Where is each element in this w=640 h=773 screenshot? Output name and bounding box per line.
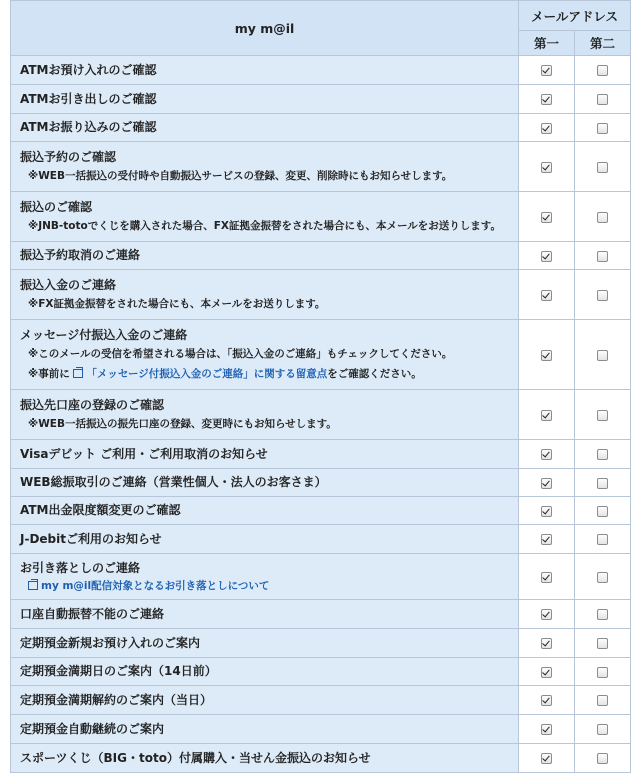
first-address-checkbox[interactable] — [541, 572, 552, 583]
first-address-checkbox[interactable] — [541, 638, 552, 649]
notification-label: お引き落としのご連絡 — [20, 561, 141, 576]
table-row — [11, 390, 631, 440]
notification-label: ATMお振り込みのご確認 — [20, 120, 157, 135]
notification-note: ※JNB-totoでくじを購入された場合、FX証拠金振替をされた場合にも、本メールをお送りします。 — [28, 219, 501, 232]
table-title: my m@il — [11, 1, 519, 56]
second-address-checkbox[interactable] — [597, 506, 608, 517]
first-address-checkbox[interactable] — [541, 609, 552, 620]
notification-label: スポーツくじ（BIG・toto）付属購入・当せん金振込のお知らせ — [20, 750, 371, 765]
second-address-checkbox[interactable] — [597, 251, 608, 262]
first-address-checkbox[interactable] — [541, 478, 552, 489]
message-transfer-notes-link[interactable]: 「メッセージ付振込入金のご連絡」に関する留意点 — [86, 367, 328, 380]
notification-label: Visaデビット ご利用・ご利用取消のお知らせ — [20, 446, 268, 461]
first-address-checkbox[interactable] — [541, 724, 552, 735]
notification-label: ATMお預け入れのご確認 — [20, 62, 157, 77]
second-address-checkbox[interactable] — [597, 449, 608, 460]
second-address-checkbox[interactable] — [597, 212, 608, 223]
table-row — [11, 554, 631, 600]
second-address-checkbox[interactable] — [597, 410, 608, 421]
notification-note: ※WEB一括振込の振先口座の登録、変更時にもお知らせします。 — [28, 417, 337, 430]
second-address-checkbox[interactable] — [597, 572, 608, 583]
first-address-checkbox[interactable] — [541, 350, 552, 361]
second-address-checkbox[interactable] — [597, 724, 608, 735]
second-address-checkbox[interactable] — [597, 695, 608, 706]
second-address-checkbox[interactable] — [597, 478, 608, 489]
table-row — [11, 320, 631, 390]
email-address-header: メールアドレス — [519, 1, 631, 31]
notification-note: ※WEB一括振込の受付時や自動振込サービスの登録、変更、削除時にもお知らせします。 — [28, 169, 453, 182]
second-address-checkbox[interactable] — [597, 609, 608, 620]
second-address-checkbox[interactable] — [597, 94, 608, 105]
notification-note: ※このメールの受信を希望される場合は、「振込入金のご連絡」もチェックしてください。 — [28, 347, 453, 360]
second-address-header: 第二 — [575, 31, 631, 56]
table-row — [11, 600, 631, 629]
notification-label: 口座自動振替不能のご連絡 — [20, 606, 165, 621]
table-row — [11, 629, 631, 658]
second-address-checkbox[interactable] — [597, 350, 608, 361]
notification-label: ATMお引き出しのご確認 — [20, 91, 157, 106]
notification-note-2 — [20, 366, 509, 383]
first-address-checkbox[interactable] — [541, 123, 552, 134]
second-address-checkbox[interactable] — [597, 65, 608, 76]
table-row — [11, 686, 631, 715]
first-address-checkbox[interactable] — [541, 162, 552, 173]
second-address-checkbox[interactable] — [597, 667, 608, 678]
notification-label: 振込のご確認 — [20, 199, 93, 214]
first-address-checkbox[interactable] — [541, 212, 552, 223]
first-address-checkbox[interactable] — [541, 449, 552, 460]
notification-label: J-Debitご利用のお知らせ — [20, 531, 162, 546]
table-row — [11, 469, 631, 497]
first-address-checkbox[interactable] — [541, 506, 552, 517]
second-address-checkbox[interactable] — [597, 534, 608, 545]
notification-label: ATM出金限度額変更のご確認 — [20, 503, 181, 518]
second-address-checkbox[interactable] — [597, 123, 608, 134]
first-address-checkbox[interactable] — [541, 753, 552, 764]
table-row — [11, 715, 631, 744]
notification-label: 振込入金のご連絡 — [20, 277, 117, 292]
notification-label: メッセージ付振込入金のご連絡 — [20, 327, 188, 342]
table-row — [11, 525, 631, 554]
table-row — [11, 56, 631, 85]
first-address-checkbox[interactable] — [541, 534, 552, 545]
first-address-header: 第一 — [519, 31, 575, 56]
second-address-checkbox[interactable] — [597, 638, 608, 649]
first-address-checkbox[interactable] — [541, 695, 552, 706]
table-row — [11, 242, 631, 270]
mail-settings-table — [10, 0, 631, 773]
notification-label: 定期預金満期日のご案内（14日前） — [20, 664, 217, 679]
table-row — [11, 440, 631, 469]
second-address-checkbox[interactable] — [597, 162, 608, 173]
external-window-icon — [73, 369, 83, 378]
notification-label: 振込予約取消のご連絡 — [20, 248, 141, 263]
second-address-checkbox[interactable] — [597, 290, 608, 301]
first-address-checkbox[interactable] — [541, 65, 552, 76]
first-address-checkbox[interactable] — [541, 290, 552, 301]
first-address-checkbox[interactable] — [541, 667, 552, 678]
first-address-checkbox[interactable] — [541, 251, 552, 262]
table-row — [11, 270, 631, 320]
first-address-checkbox[interactable] — [541, 410, 552, 421]
table-row — [11, 744, 631, 773]
table-row — [11, 142, 631, 192]
notification-label: 振込先口座の登録のご確認 — [20, 397, 165, 412]
notification-link-line — [20, 579, 509, 593]
notification-label: 振込予約のご確認 — [20, 149, 117, 164]
withdrawal-target-link[interactable]: my m@il配信対象となるお引き落としについて — [41, 579, 270, 592]
notification-note: ※FX証拠金振替をされた場合にも、本メールをお送りします。 — [28, 297, 326, 310]
first-address-checkbox[interactable] — [541, 94, 552, 105]
notification-label: 定期預金新規お預け入れのご案内 — [20, 635, 201, 650]
notification-label: WEB総振取引のご連絡（営業性個人・法人のお客さま） — [20, 475, 327, 490]
note-suffix: をご確認ください。 — [327, 367, 422, 380]
external-window-icon — [28, 581, 38, 590]
note-prefix: ※事前に — [28, 367, 70, 380]
notification-label: 定期預金満期解約のご案内（当日） — [20, 692, 213, 707]
table-row — [11, 114, 631, 142]
table-row — [11, 192, 631, 242]
table-row — [11, 85, 631, 114]
second-address-checkbox[interactable] — [597, 753, 608, 764]
notification-label: 定期預金自動継続のご案内 — [20, 721, 165, 736]
table-row — [11, 658, 631, 686]
table-row — [11, 497, 631, 525]
